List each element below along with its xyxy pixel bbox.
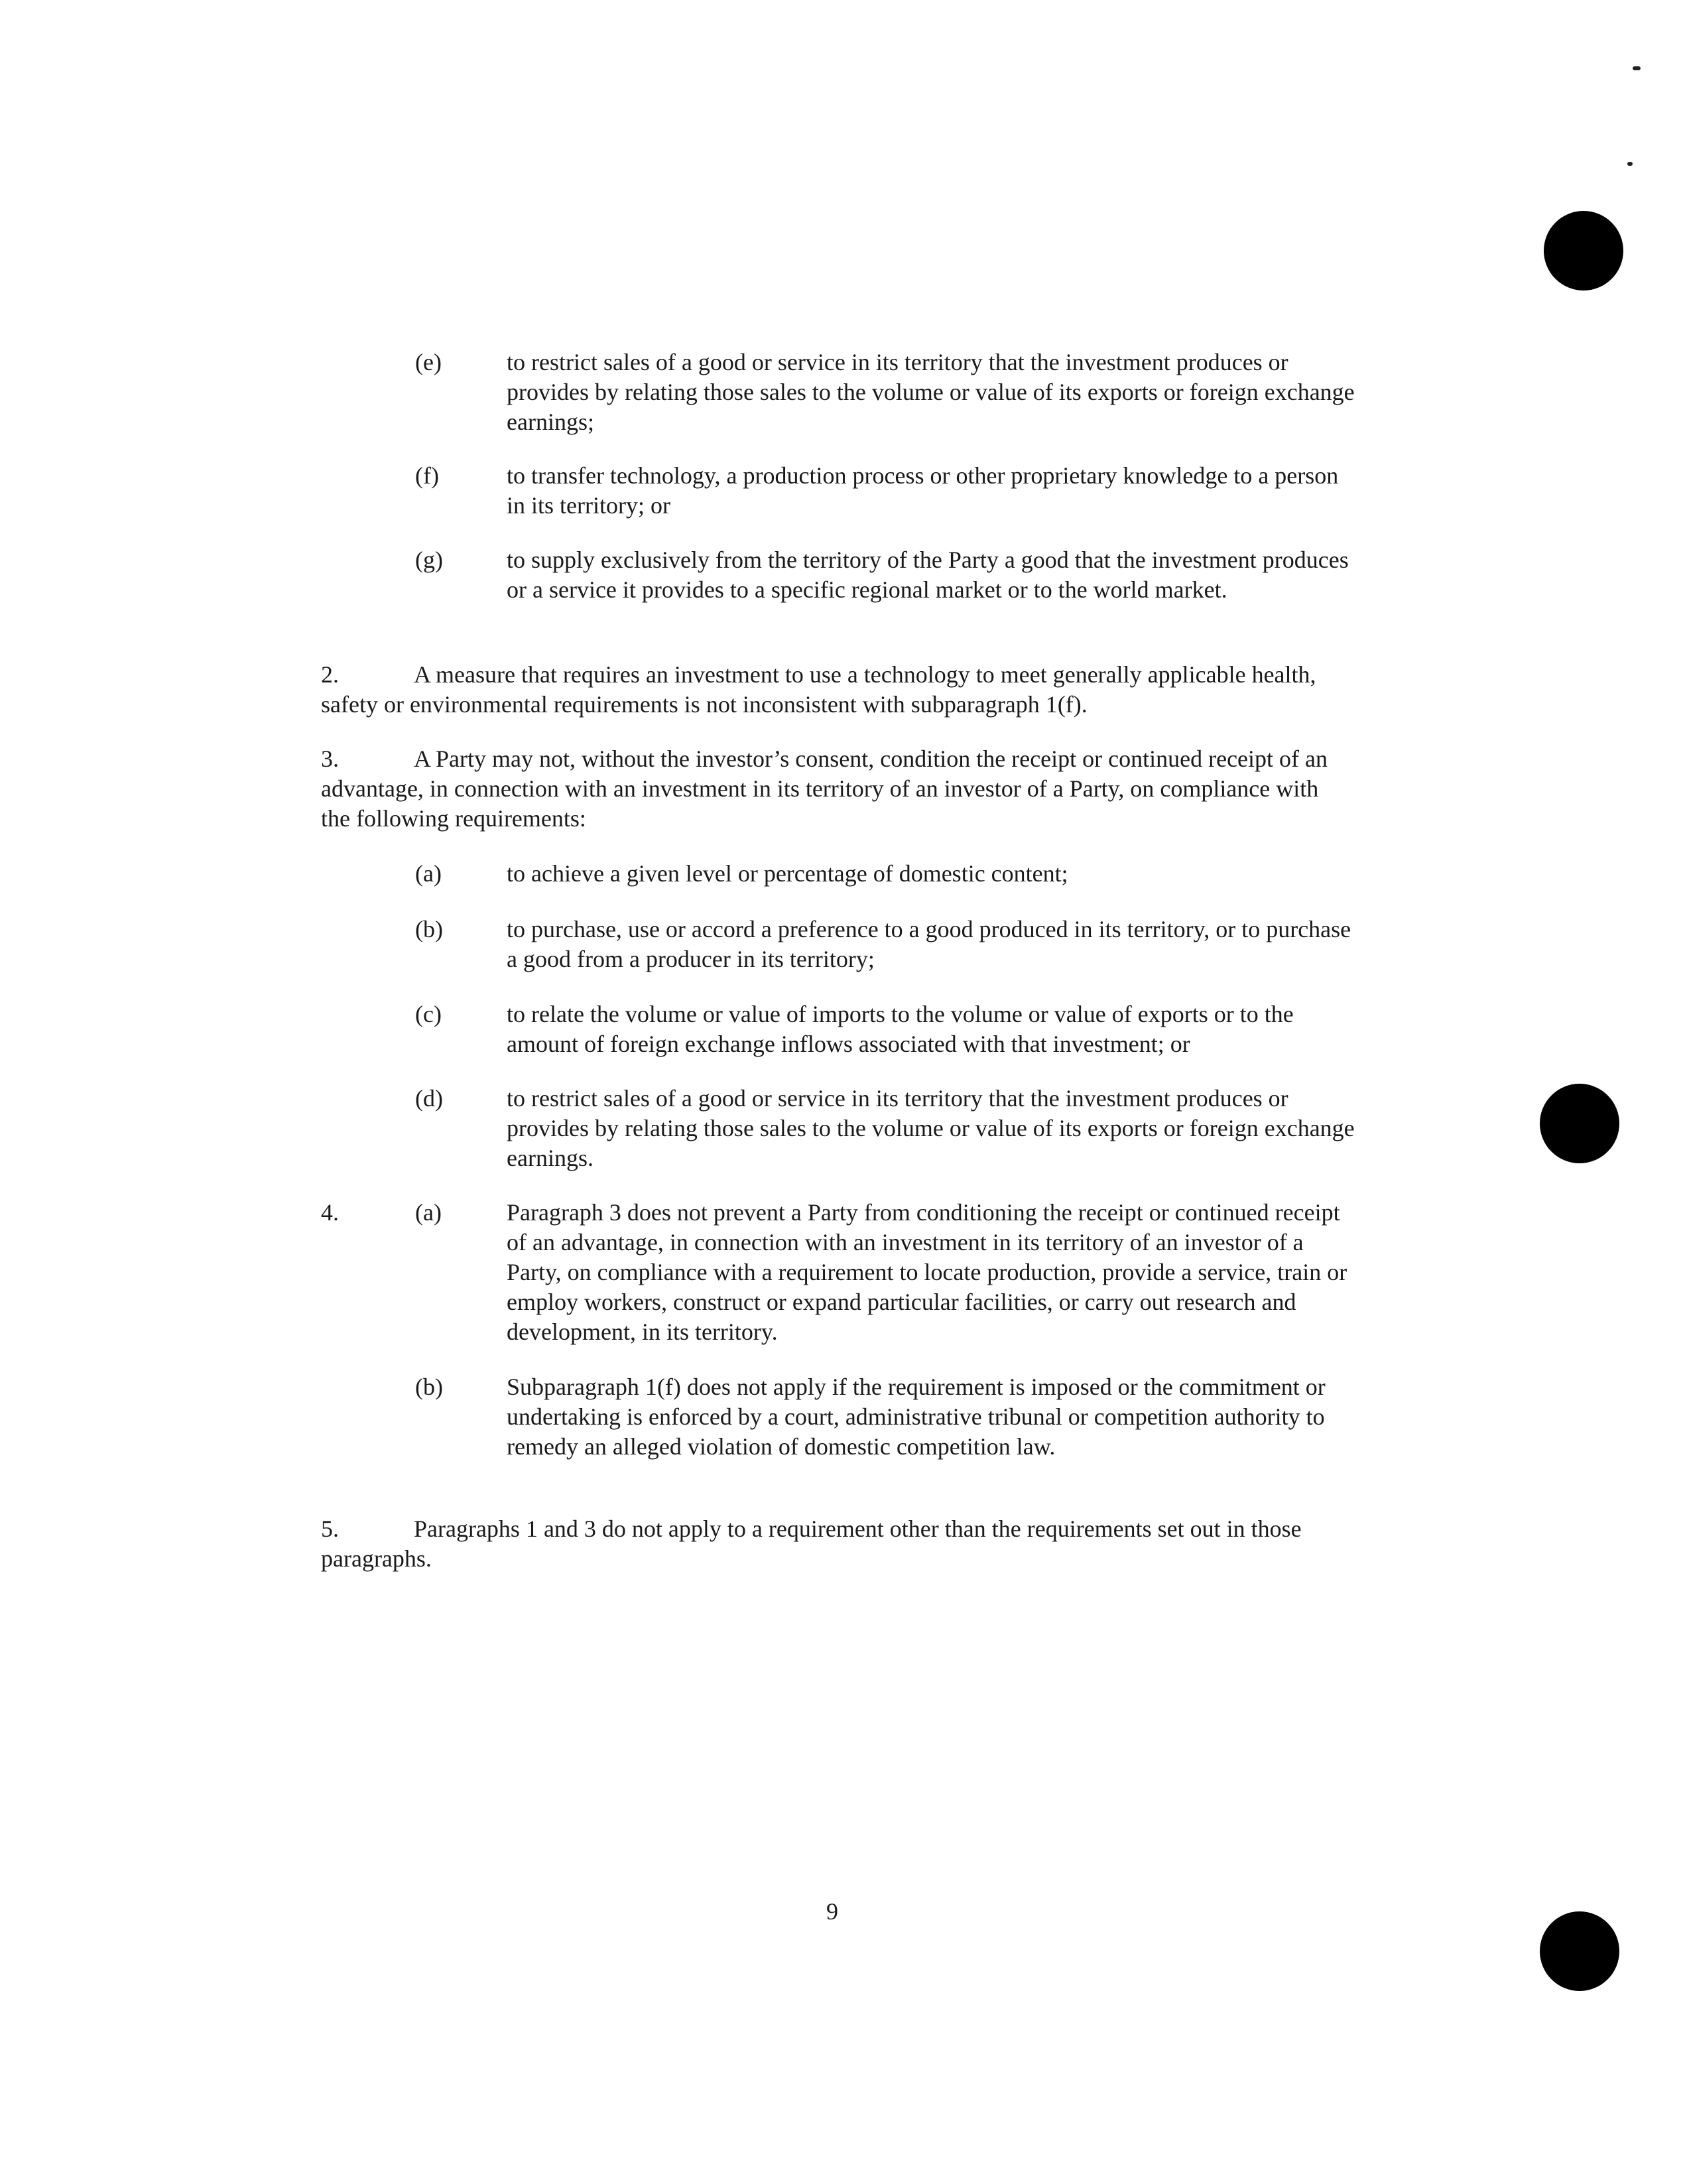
item-label: (b) [415,916,443,942]
item-label: (b) [415,1374,443,1400]
item-label: (c) [415,1001,442,1027]
paragraph-number: 3. [321,745,339,772]
item-label: (f) [415,462,439,489]
scan-speck [1627,162,1633,166]
item-text: Subparagraph 1(f) does not apply if the requirement is imposed or the commitment or undertaking is enforced by a court, administrative tribunal or competition authority to remedy an alleged violation of domestic competition law. [507,1374,1326,1460]
paragraph-5 [321,1514,1332,1574]
hole-punch-top [1544,211,1623,290]
item-text: to restrict sales of a good or service in its territory that the investment produces or provides by relating those sales to the volume or value of its exports or foreign exchange earnings. [507,1085,1355,1171]
paragraph-number: 2. [321,661,339,688]
hole-punch-bottom [1540,1911,1619,1991]
paragraph-4-label-a: (a) [415,1199,442,1226]
item-label: (g) [415,546,443,573]
item-text: to restrict sales of a good or service in its territory that the investment produces or provides by relating those sales to the volume or value of its exports or foreign exchange earnings; [507,349,1355,435]
paragraph-4-text-a: Paragraph 3 does not prevent a Party from conditioning the receipt or continued receipt of an advantage, in connection with an investment in its territory of an investor of a Party, on compliance with a requirement to locate production, provide a service, train or employ workers, construct or expand particular facilities, or carry out research and development, in its territory. [507,1199,1347,1345]
paragraph-number: 5. [321,1515,339,1542]
paragraph-text: A Party may not, without the investor’s consent, condition the receipt or continued receipt of an advantage, in connection with an investment in its territory of an investor of a Party, on compliance with the following requirements: [321,745,1328,832]
page-number: 9 [826,1898,838,1925]
paragraph-3 [321,744,1332,834]
item-text: to achieve a given level or percentage of domestic content; [507,860,1068,887]
item-text: to supply exclusively from the territory of the Party a good that the investment produces or a service it provides to a specific regional market or to the world market. [507,546,1349,603]
paragraph-text: A measure that requires an investment to use a technology to meet generally applicable health, safety or environmental requirements is not inconsistent with subparagraph 1(f). [321,661,1316,718]
paragraph-number: 4. [321,1199,339,1226]
scan-speck [1633,66,1641,70]
hole-punch-middle [1540,1084,1619,1163]
paragraph-2 [321,660,1332,720]
item-text: to purchase, use or accord a preference to a good produced in its territory, or to purchase a good from a producer in its territory; [507,916,1351,972]
item-text: to transfer technology, a production process or other proprietary knowledge to a person in its territory; or [507,462,1339,519]
item-text: to relate the volume or value of imports to the volume or value of exports or to the amount of foreign exchange inflows associated with that investment; or [507,1001,1294,1057]
paragraph-text: Paragraphs 1 and 3 do not apply to a requirement other than the requirements set out in those paragraphs. [321,1515,1302,1572]
item-label: (e) [415,349,442,375]
item-label: (d) [415,1085,443,1112]
item-label: (a) [415,860,442,887]
